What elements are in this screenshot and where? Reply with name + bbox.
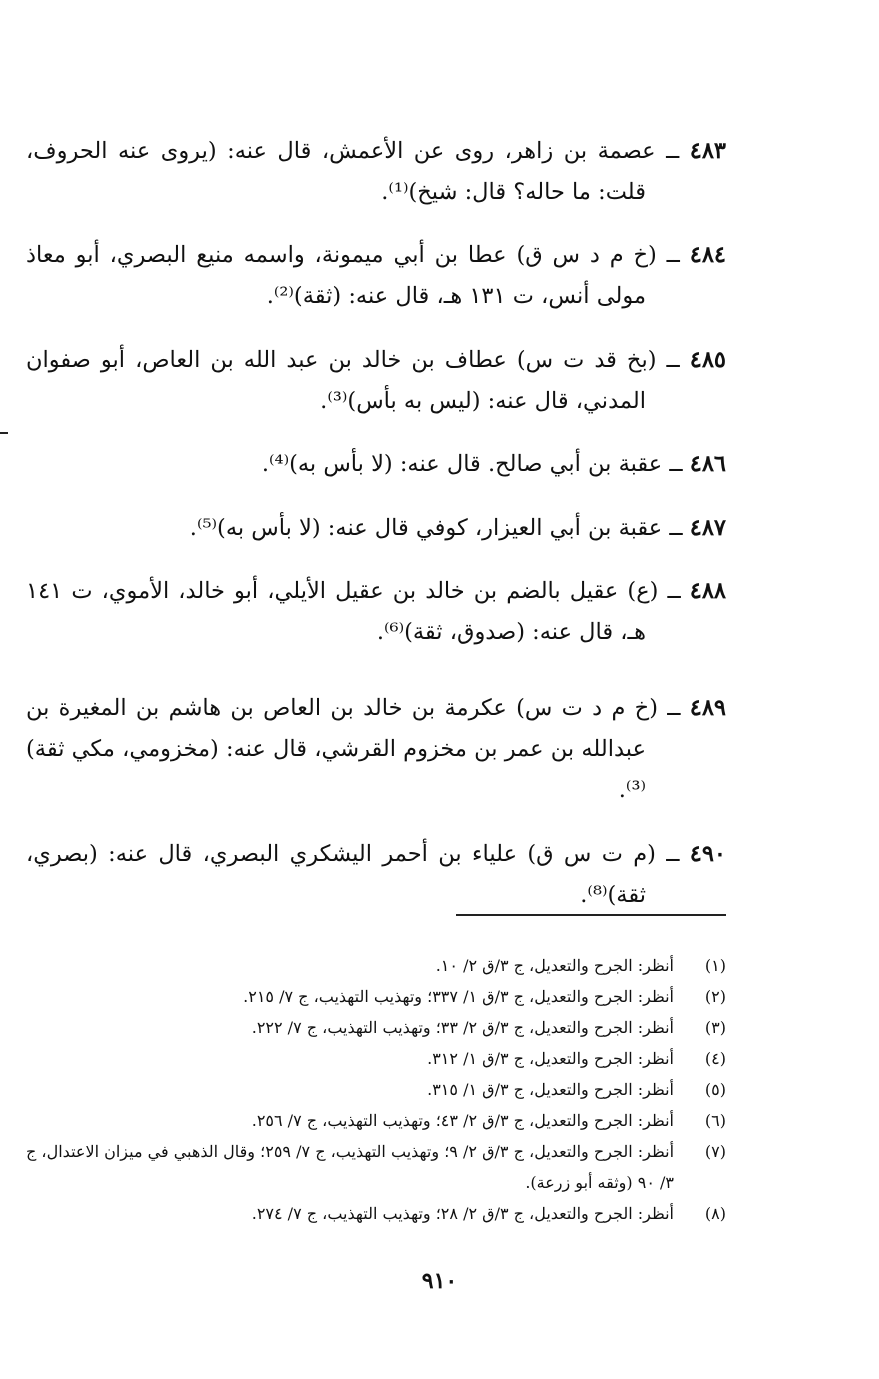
entry-text: ــ (بخ قد ت س) عطاف بن خالد بن عبد الله بن العاص، أبو صفوان المدني، قال عنه: (ليس به بأس)⁽³⁾. bbox=[26, 346, 680, 414]
entry-number: ٤٨٦ bbox=[689, 451, 726, 477]
footnote-text: أنظر: الجرح والتعديل، ج ٣/ق ١/ ٣١٢. bbox=[427, 1049, 674, 1068]
entry-text: ــ عقبة بن أبي العيزار، كوفي قال عنه: (لا بأس به)⁽⁵⁾. bbox=[189, 514, 683, 541]
footnote-text: أنظر: الجرح والتعديل، ج ٣/ق ٢/ ٣٣؛ وتهذيب التهذيب، ج ٧/ ٢٢٢. bbox=[251, 1018, 674, 1037]
footnote-number: (١) bbox=[704, 956, 726, 975]
footnote bbox=[26, 1012, 726, 1043]
footnote-number: (٧) bbox=[704, 1142, 727, 1161]
footnote-number: (٣) bbox=[704, 1018, 726, 1037]
footnote bbox=[26, 1136, 726, 1198]
footnote bbox=[26, 1105, 726, 1136]
footnote-text: أنظر: الجرح والتعديل، ج ٣/ق ١/ ٣٣٧؛ وتهذيب التهذيب، ج ٧/ ٢١٥. bbox=[243, 987, 674, 1006]
footnote bbox=[26, 950, 726, 981]
footnote-text: أنظر: الجرح والتعديل، ج ٣/ق ١/ ٣١٥. bbox=[427, 1080, 674, 1099]
entry-number: ٤٨٧ bbox=[689, 514, 726, 541]
entry-text: ــ (خ م د س ق) عطا بن أبي ميمونة، واسمه منيع البصري، أبو معاذ مولى أنس، ت ١٣١ هـ، قال عنه: (ثقة)⁽²⁾. bbox=[26, 242, 680, 309]
footnote bbox=[26, 1043, 726, 1074]
entry-number: ٤٨٣ bbox=[689, 137, 726, 164]
footnote-text: أنظر: الجرح والتعديل، ج ٣/ق ٢/ ١٠. bbox=[435, 956, 674, 975]
entry-486 bbox=[26, 444, 726, 485]
footnote bbox=[26, 1074, 726, 1105]
footnote-number: (٨) bbox=[704, 1204, 726, 1223]
entry-489 bbox=[26, 688, 726, 811]
footnote-number: (٥) bbox=[704, 1080, 726, 1099]
footnote-number: (٦) bbox=[704, 1111, 726, 1130]
entry-483 bbox=[26, 131, 726, 213]
footnote-text: أنظر: الجرح والتعديل، ج ٣/ق ٢/ ٩؛ وتهذيب التهذيب، ج ٧/ ٢٥٩؛ وقال الذهبي في ميزان الاعتدال، ج ٣/ ٩٠ (وثقه أبو زرعة). bbox=[26, 1142, 675, 1192]
entry-487 bbox=[26, 508, 726, 549]
entry-text: ــ عصمة بن زاهر، روى عن الأعمش، قال عنه: (يروى عنه الحروف، قلت: ما حاله؟ قال: شيخ)⁽¹⁾. bbox=[26, 137, 680, 205]
page-number: ٩١٠ bbox=[421, 1268, 458, 1294]
entry-text: ــ (م ت س ق) علياء بن أحمر اليشكري البصري، قال عنه: (بصري، ثقة)⁽⁸⁾. bbox=[26, 840, 680, 908]
footnote-text: أنظر: الجرح والتعديل، ج ٣/ق ٢/ ٤٣؛ وتهذيب التهذيب، ج ٧/ ٢٥٦. bbox=[251, 1111, 674, 1130]
entry-number: ٤٨٩ bbox=[689, 695, 726, 721]
entry-number: ٤٩٠ bbox=[689, 840, 726, 867]
entries-list bbox=[26, 108, 726, 933]
entry-485 bbox=[26, 340, 726, 422]
entry-text: ــ عقبة بن أبي صالح. قال عنه: (لا بأس به)⁽⁴⁾. bbox=[261, 451, 683, 477]
entry-488 bbox=[26, 571, 726, 653]
entry-484 bbox=[26, 235, 726, 317]
entry-text: ــ (خ م د ت س) عكرمة بن خالد بن العاص بن هاشم بن المغيرة بن عبدالله بن عمر بن مخزوم القرشي، قال عنه: (مخزومي، مكي ثقة)⁽³⁾. bbox=[26, 695, 681, 803]
margin-mark bbox=[0, 432, 8, 434]
footnotes-list bbox=[26, 950, 726, 1229]
footnote-number: (٢) bbox=[704, 987, 726, 1006]
entry-number: ٤٨٥ bbox=[689, 346, 726, 373]
footnote-text: أنظر: الجرح والتعديل، ج ٣/ق ٢/ ٢٨؛ وتهذيب التهذيب، ج ٧/ ٢٧٤. bbox=[251, 1204, 674, 1223]
entry-number: ٤٨٨ bbox=[689, 578, 726, 604]
entry-490 bbox=[26, 834, 726, 916]
footnote-number: (٤) bbox=[704, 1049, 726, 1068]
entry-number: ٤٨٤ bbox=[689, 242, 726, 268]
footnote bbox=[26, 981, 726, 1012]
footnote-divider bbox=[456, 914, 726, 916]
entry-text: ــ (ع) عقيل بالضم بن خالد بن عقيل الأيلي، أبو خالد، الأموي، ت ١٤١ هـ، قال عنه: (صدوق، ثقة)⁽⁶⁾. bbox=[26, 578, 681, 645]
footnote bbox=[26, 1198, 726, 1229]
